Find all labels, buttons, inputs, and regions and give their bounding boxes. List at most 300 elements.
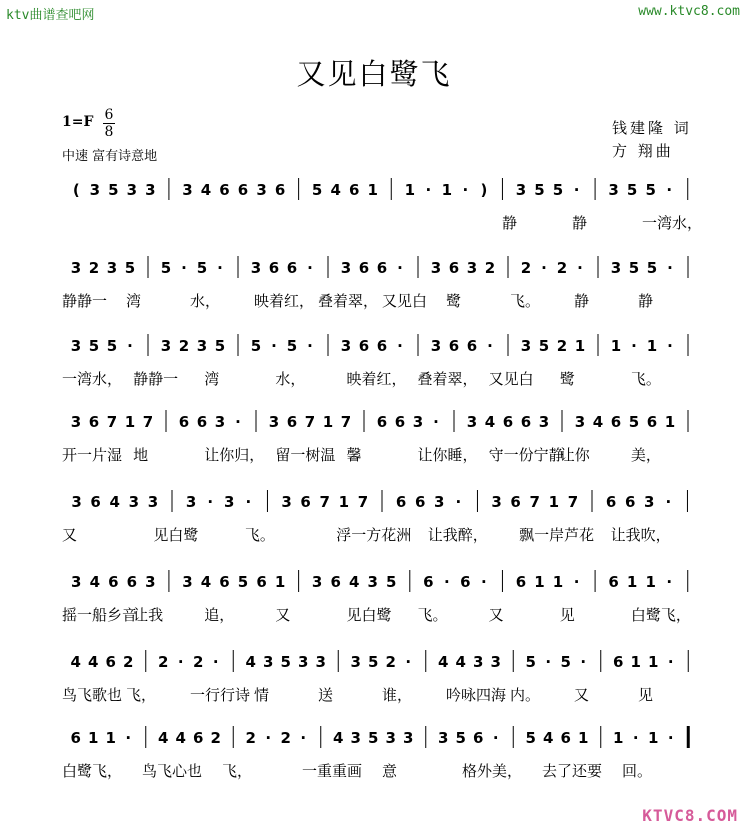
note-token: 3 <box>350 729 361 747</box>
notation-line <box>62 568 702 594</box>
watermark-left: ktv曲谱查吧网 <box>6 8 95 23</box>
note-token: · <box>667 259 673 277</box>
note-token: 3 <box>434 493 445 511</box>
note-token: 2 <box>88 259 100 277</box>
lyric-fragment: 映着红， <box>346 370 407 388</box>
note-token: 7 <box>567 493 579 511</box>
note-token: 6 <box>286 413 298 431</box>
note-token: · <box>405 653 412 671</box>
lyric-fragment: 飞。 <box>630 370 661 388</box>
note-token: 6 <box>286 259 298 277</box>
lyric-fragment: 叠着翠， <box>318 292 379 310</box>
note-token: 3 <box>412 413 424 431</box>
note-token: 1 <box>630 653 641 671</box>
note-token: 7 <box>319 493 330 511</box>
notation-svg <box>62 254 702 284</box>
note-token: 3 <box>70 259 82 277</box>
note-token: 6 <box>268 259 280 277</box>
note-token: 5 <box>552 181 564 199</box>
note-token: ) <box>480 181 488 199</box>
note-token: 6 <box>237 181 249 199</box>
note-token: · <box>397 259 403 277</box>
note-token: 1 <box>274 573 286 591</box>
note-token: · <box>245 493 252 511</box>
lyric-fragment: 摇一船乡音 <box>62 606 138 624</box>
lyric-line <box>62 444 702 464</box>
note-token: 1 <box>322 413 334 431</box>
notation-line <box>62 724 702 750</box>
note-token: 1 <box>626 573 638 591</box>
note-token: 6 <box>193 729 204 747</box>
note-token: 6 <box>108 573 119 591</box>
note-token: 1 <box>664 413 676 431</box>
lyric-fragment: 静 <box>502 214 518 232</box>
note-token: · <box>666 573 673 591</box>
note-token: 7 <box>529 493 540 511</box>
lyric-fragment: 开一片湿 <box>62 446 123 464</box>
note-token: 3 <box>224 493 235 511</box>
lyric-fragment: 静 <box>574 292 590 310</box>
note-token: 1 <box>578 729 589 747</box>
note-token: 1 <box>88 729 99 747</box>
note-token: 5 <box>88 337 100 355</box>
score-row <box>62 724 702 784</box>
note-token: 2 <box>520 259 532 277</box>
lyric-line <box>62 212 702 232</box>
lyric-fragment: 湾 <box>204 370 220 388</box>
notation-svg <box>62 332 702 362</box>
lyric-fragment: 静静一 <box>133 370 179 388</box>
note-token: 3 <box>250 259 262 277</box>
score-row <box>62 254 702 314</box>
lyric-fragment: 追， <box>204 606 235 624</box>
note-token: 5 <box>628 413 640 431</box>
lyric-fragment: 又 <box>574 686 590 704</box>
note-token: 6 <box>423 573 434 591</box>
watermark-bottom: KTVC8.COM <box>642 806 738 825</box>
lyric-fragment: 格外美， <box>462 762 523 780</box>
note-token: 3 <box>608 181 619 199</box>
note-token: 6 <box>358 337 370 355</box>
note-token: · <box>541 259 547 277</box>
note-token: · <box>492 729 499 747</box>
lyric-fragment: 一湾水， <box>642 214 703 232</box>
note-token: · <box>573 573 580 591</box>
note-token: 3 <box>491 493 502 511</box>
note-token: 6 <box>376 259 388 277</box>
lyric-fragment: 飘一岸芦花 <box>519 526 595 544</box>
score-row <box>62 488 702 548</box>
note-token: 6 <box>178 413 190 431</box>
note-token: 3 <box>145 181 156 199</box>
note-token: 3 <box>70 413 82 431</box>
notation-line <box>62 408 702 434</box>
lyric-fragment: 静静一 <box>62 292 108 310</box>
lyric-line <box>62 368 702 388</box>
note-token: 1 <box>534 573 545 591</box>
note-token: 3 <box>126 181 138 199</box>
lyric-fragment: 飞， <box>222 762 253 780</box>
lyric-fragment: 送 <box>318 686 334 704</box>
note-token: · <box>667 653 674 671</box>
watermark-right[interactable]: www.ktvc8.com <box>638 4 740 19</box>
note-token: 5 <box>108 181 119 199</box>
note-token: 6 <box>414 493 426 511</box>
note-token: 4 <box>592 413 604 431</box>
note-token: · <box>235 413 241 431</box>
note-token: · <box>271 337 277 355</box>
note-token: 6 <box>520 413 532 431</box>
note-token: · <box>462 181 469 199</box>
note-token: · <box>545 653 552 671</box>
notation-line <box>62 648 702 674</box>
note-token: 5 <box>538 337 550 355</box>
note-token: · <box>217 259 223 277</box>
note-token: 2 <box>158 653 169 671</box>
lyric-fragment: 让你睡， <box>417 446 478 464</box>
note-token: 7 <box>304 413 316 431</box>
note-token: 5 <box>280 653 291 671</box>
note-token: · <box>127 337 133 355</box>
note-token: 3 <box>403 729 414 747</box>
note-token: 3 <box>185 493 197 511</box>
note-token: 6 <box>219 573 230 591</box>
score-row <box>62 568 702 628</box>
note-token: · <box>181 259 187 277</box>
note-token: · <box>300 729 307 747</box>
note-token: 1 <box>441 181 453 199</box>
note-token: 4 <box>109 493 120 511</box>
note-token: 3 <box>473 653 484 671</box>
key-signature: 1=F <box>62 114 94 130</box>
note-token: 6 <box>560 729 571 747</box>
note-token: · <box>455 493 462 511</box>
note-token: 6 <box>358 259 370 277</box>
note-token: · <box>667 337 673 355</box>
note-token: · <box>632 729 639 747</box>
note-token: · <box>425 181 432 199</box>
notation-svg <box>62 724 702 754</box>
tempo-marking: 中速 富有诗意地 <box>62 149 158 164</box>
note-token: 3 <box>196 337 208 355</box>
note-token: 4 <box>348 573 360 591</box>
note-token: 6 <box>219 181 230 199</box>
note-token: 6 <box>126 573 138 591</box>
lyric-fragment: 飞， <box>126 686 157 704</box>
note-token: 3 <box>71 493 82 511</box>
note-token: 7 <box>142 413 154 431</box>
lyric-fragment: 让你 <box>559 446 590 464</box>
note-token: · <box>580 653 587 671</box>
note-token: 4 <box>175 729 186 747</box>
note-token: 4 <box>70 653 81 671</box>
score-row <box>62 176 702 236</box>
note-token: 5 <box>106 337 118 355</box>
note-token: 7 <box>340 413 352 431</box>
note-token: 7 <box>106 413 118 431</box>
lyric-fragment: 浮一方花洲 <box>336 526 412 544</box>
note-token: 1 <box>548 493 560 511</box>
note-token: 1 <box>613 729 624 747</box>
note-token: 1 <box>645 573 656 591</box>
note-token: 2 <box>484 259 496 277</box>
note-token: 6 <box>70 729 81 747</box>
note-token: · <box>487 337 493 355</box>
lyric-fragment: 让我吹， <box>610 526 671 544</box>
note-token: · <box>177 653 184 671</box>
note-token: 1 <box>648 729 659 747</box>
note-token: 3 <box>182 573 193 591</box>
lyric-fragment: 一重重画 <box>302 762 363 780</box>
note-token: 1 <box>404 181 416 199</box>
lyric-fragment: 美， <box>630 446 661 464</box>
note-token: 1 <box>610 337 622 355</box>
note-token: 3 <box>515 181 527 199</box>
note-token: 5 <box>250 337 262 355</box>
note-token: 3 <box>128 493 140 511</box>
score-row <box>62 332 702 392</box>
lyric-fragment: 又 <box>488 606 504 624</box>
note-token: 3 <box>214 413 226 431</box>
note-token: · <box>125 729 132 747</box>
lyric-fragment: 又见白 <box>382 292 428 310</box>
note-token: 5 <box>626 181 638 199</box>
note-token: 4 <box>89 573 101 591</box>
note-token: 5 <box>560 653 571 671</box>
note-token: 1 <box>648 653 659 671</box>
lyric-fragment: 让你归， <box>204 446 265 464</box>
note-token: 4 <box>330 181 341 199</box>
lyric-fragment: 静 <box>572 214 588 232</box>
lyric-fragment: 又 <box>62 526 78 544</box>
lyric-fragment: 映着红， <box>254 292 315 310</box>
note-token: 4 <box>455 653 466 671</box>
lyric-fragment: 情 <box>254 686 270 704</box>
note-token: 6 <box>376 413 388 431</box>
note-token: 6 <box>610 413 622 431</box>
lyric-fragment: 湾 <box>126 292 142 310</box>
note-token: 3 <box>610 259 622 277</box>
notation-svg <box>62 176 702 206</box>
note-token: 6 <box>608 573 619 591</box>
lyric-fragment: 飞。 <box>417 606 448 624</box>
note-token: 2 <box>193 653 204 671</box>
lyric-fragment: 一湾水， <box>62 370 123 388</box>
note-token: 3 <box>466 259 478 277</box>
score-row <box>62 648 702 708</box>
note-token: 6 <box>460 573 471 591</box>
notation-line <box>62 176 702 202</box>
lyric-fragment: 水， <box>275 370 306 388</box>
note-token: 5 <box>160 259 172 277</box>
note-token: 3 <box>89 181 101 199</box>
note-token: 4 <box>245 653 256 671</box>
note-token: 3 <box>315 653 326 671</box>
lyric-fragment: 意 <box>382 762 398 780</box>
note-token: 6 <box>502 413 514 431</box>
note-token: 3 <box>263 653 274 671</box>
note-token: 3 <box>298 653 309 671</box>
note-token: 4 <box>438 653 449 671</box>
time-signature-top: 6 <box>104 107 114 123</box>
lyric-fragment: 鸟飞心也 <box>142 762 203 780</box>
lyric-fragment: 让我 <box>133 606 164 624</box>
lyric-fragment: 飞。 <box>510 292 541 310</box>
notation-svg <box>62 568 702 598</box>
note-token: 6 <box>466 337 478 355</box>
lyric-line <box>62 684 702 704</box>
note-token: · <box>444 573 450 591</box>
lyric-fragment: 见 <box>638 686 654 704</box>
note-token: · <box>307 337 313 355</box>
note-token: 6 <box>448 259 460 277</box>
note-token: 3 <box>538 413 550 431</box>
note-token: 6 <box>624 493 636 511</box>
note-token: 6 <box>274 181 286 199</box>
note-token: 6 <box>376 337 388 355</box>
note-token: 5 <box>646 259 658 277</box>
note-token: 6 <box>395 493 407 511</box>
note-token: 1 <box>105 729 116 747</box>
lyric-fragment: 又见白 <box>488 370 534 388</box>
note-token: 4 <box>200 573 212 591</box>
note-token: 4 <box>484 413 496 431</box>
lyric-fragment: 飞。 <box>244 526 275 544</box>
note-token: 2 <box>280 729 291 747</box>
note-token: 3 <box>340 259 352 277</box>
note-token: 2 <box>245 729 256 747</box>
note-token: 6 <box>330 573 341 591</box>
note-token: 3 <box>71 573 82 591</box>
note-token: 5 <box>386 573 397 591</box>
lyricist-credit: 钱建隆 词 <box>612 119 692 137</box>
note-token: 6 <box>196 413 208 431</box>
note-token: 2 <box>556 259 568 277</box>
note-token: 6 <box>515 573 527 591</box>
lyric-fragment: 静 <box>638 292 654 310</box>
note-token: 4 <box>333 729 344 747</box>
time-signature <box>103 108 115 139</box>
note-token: 2 <box>210 729 221 747</box>
note-token: 3 <box>70 337 82 355</box>
note-token: 3 <box>430 259 442 277</box>
note-token: 3 <box>340 337 352 355</box>
note-token: 3 <box>520 337 532 355</box>
composer-credit: 方 翔曲 <box>612 142 674 160</box>
note-token: · <box>481 573 487 591</box>
note-token: 3 <box>160 337 172 355</box>
note-token: 2 <box>556 337 568 355</box>
lyric-fragment: 馨 <box>346 446 362 464</box>
lyric-fragment: 鸟飞歌也 <box>62 686 123 704</box>
lyric-fragment: 见 <box>559 606 575 624</box>
lyric-fragment: 内。 <box>510 686 541 704</box>
lyric-fragment: 一行行诗 <box>190 686 251 704</box>
notation-line <box>62 332 702 358</box>
note-token: · <box>207 493 214 511</box>
lyric-fragment: 谁， <box>382 686 413 704</box>
lyric-fragment: 鹭 <box>559 370 575 388</box>
lyric-line <box>62 760 702 780</box>
lyric-fragment: 让我醉， <box>427 526 488 544</box>
note-token: 5 <box>237 573 249 591</box>
lyric-line <box>62 290 702 310</box>
note-token: · <box>307 259 313 277</box>
note-token: 7 <box>357 493 369 511</box>
note-token: 6 <box>473 729 484 747</box>
note-token: 5 <box>286 337 298 355</box>
note-token: · <box>573 181 580 199</box>
note-token: 5 <box>525 729 536 747</box>
note-token: 5 <box>368 653 379 671</box>
lyric-fragment: 守一份宁静 <box>488 446 564 464</box>
note-token: 6 <box>646 413 658 431</box>
lyric-fragment: 去了还要 <box>542 762 603 780</box>
notation-svg <box>62 648 702 678</box>
note-token: 1 <box>646 337 658 355</box>
note-token: · <box>212 653 219 671</box>
note-token: 6 <box>510 493 521 511</box>
lyric-fragment: 水， <box>190 292 221 310</box>
note-token: 6 <box>300 493 311 511</box>
note-token: 6 <box>394 413 406 431</box>
note-token: 3 <box>311 573 323 591</box>
lyric-line <box>62 604 702 624</box>
note-token: 3 <box>106 259 118 277</box>
lyric-fragment: 鹭 <box>446 292 462 310</box>
note-token: 3 <box>644 493 655 511</box>
lyric-fragment: 见白鹭 <box>346 606 392 624</box>
note-token: 3 <box>385 729 396 747</box>
note-token: 6 <box>348 181 360 199</box>
note-token: 1 <box>574 337 586 355</box>
note-token: · <box>631 337 637 355</box>
lyric-fragment: 白鹭飞， <box>630 606 691 624</box>
note-token: 2 <box>123 653 134 671</box>
note-token: 5 <box>525 653 536 671</box>
note-token: 4 <box>543 729 554 747</box>
note-token: · <box>433 413 439 431</box>
note-token: 4 <box>200 181 212 199</box>
note-token: 3 <box>430 337 442 355</box>
note-token: 5 <box>214 337 226 355</box>
note-token: 3 <box>256 181 267 199</box>
song-title: 又见白鹭飞 <box>296 57 452 91</box>
lyric-fragment: 回。 <box>622 762 653 780</box>
note-token: 3 <box>466 413 478 431</box>
note-token: · <box>665 493 672 511</box>
note-token: 3 <box>438 729 449 747</box>
note-token: 6 <box>105 653 116 671</box>
lyric-fragment: 白鹭飞， <box>62 762 123 780</box>
lyric-fragment: 见白鹭 <box>153 526 199 544</box>
notation-svg <box>62 488 702 518</box>
note-token: 6 <box>90 493 101 511</box>
note-token: 5 <box>455 729 466 747</box>
note-token: 5 <box>311 181 323 199</box>
note-token: · <box>397 337 403 355</box>
lyric-fragment: 地 <box>133 446 149 464</box>
note-token: 3 <box>574 413 586 431</box>
note-token: 3 <box>281 493 292 511</box>
lyric-fragment: 留一树温 <box>275 446 336 464</box>
note-token: 5 <box>628 259 640 277</box>
note-token: 3 <box>367 573 378 591</box>
note-token: 2 <box>178 337 190 355</box>
notation-svg <box>62 408 702 438</box>
time-signature-bottom: 8 <box>104 124 114 140</box>
lyric-fragment: 吟咏四海 <box>446 686 507 704</box>
